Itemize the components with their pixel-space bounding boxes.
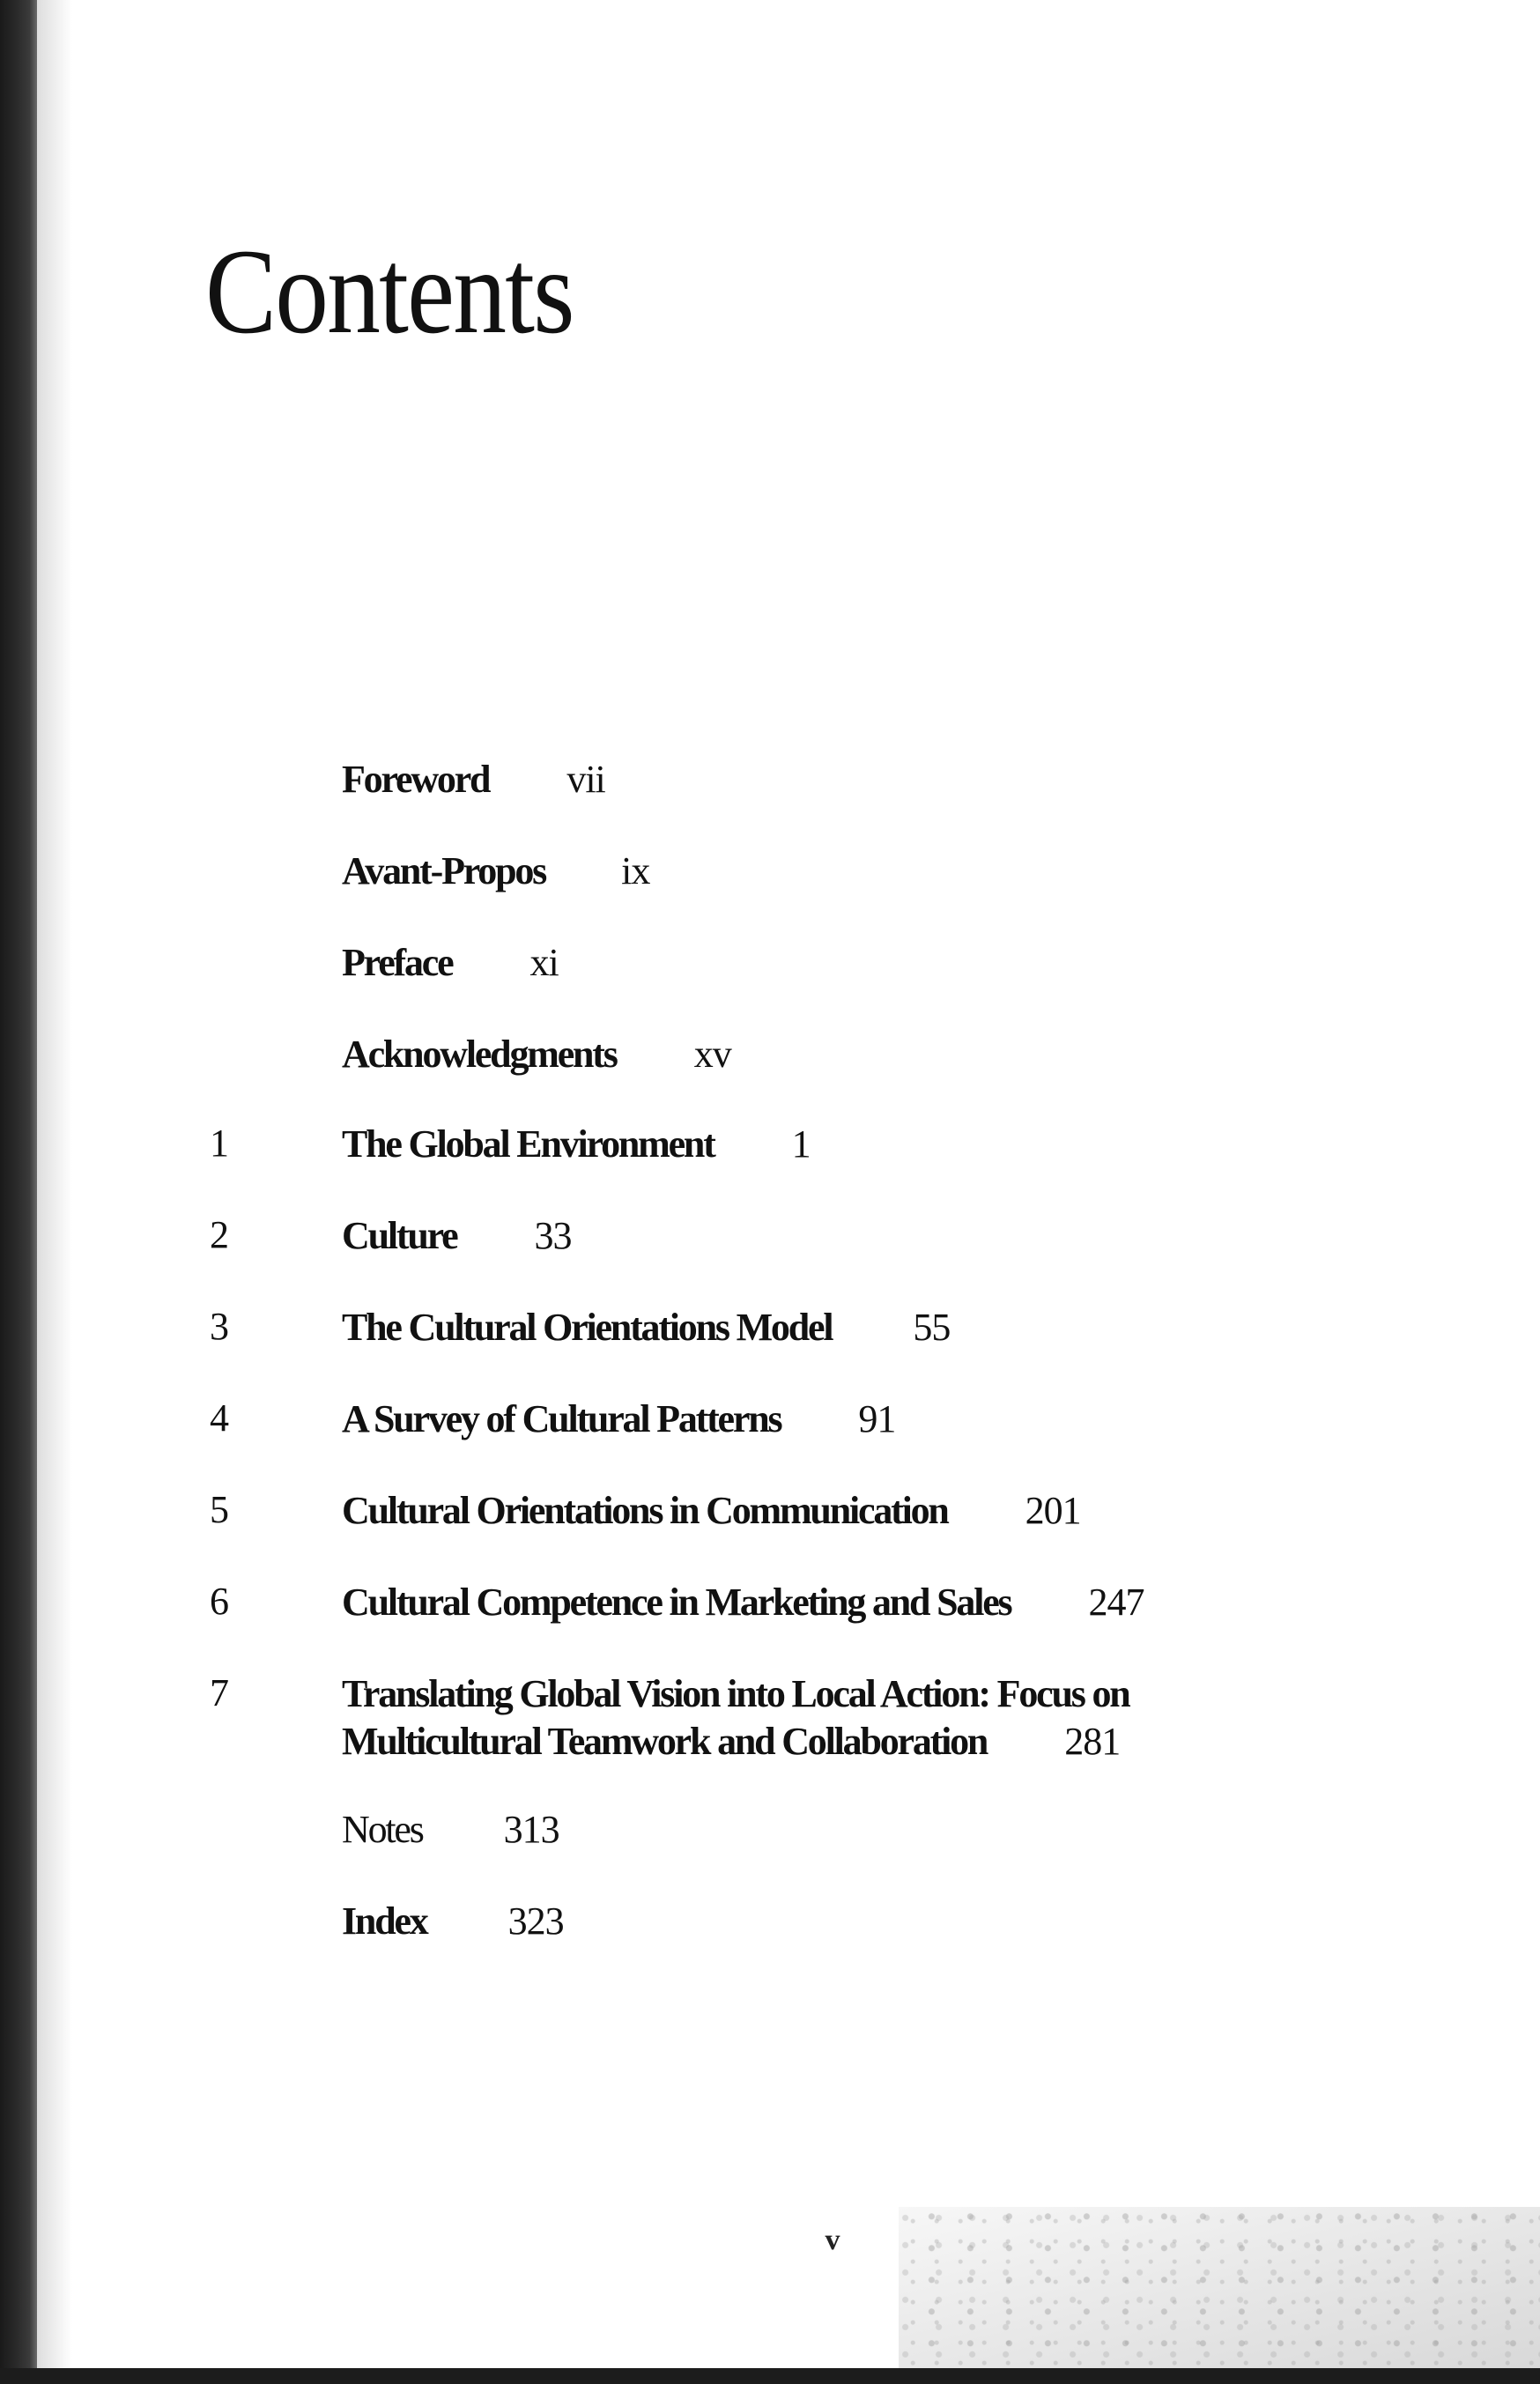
toc-entry-chapter-3 xyxy=(0,1304,1540,1401)
toc-entry-title: A Survey of Cultural Patterns xyxy=(342,1397,781,1440)
toc-entry-chapter-2 xyxy=(0,1212,1540,1309)
toc-entry-number: 4 xyxy=(210,1396,229,1440)
toc-entry-chapter-7 xyxy=(0,1670,1540,1785)
toc-entry-title: Preface xyxy=(342,941,453,984)
toc-entry-chapter-6 xyxy=(0,1579,1540,1676)
toc-entry-title: Avant-Propos xyxy=(342,849,546,892)
toc-entry-index xyxy=(0,1898,1540,1995)
toc-entry-page: 201 xyxy=(1025,1489,1081,1532)
toc-entry-number: 5 xyxy=(210,1488,229,1531)
toc-entry-page: 247 xyxy=(1088,1581,1144,1624)
toc-entry-number: 1 xyxy=(210,1122,229,1165)
page-title: Contents xyxy=(205,224,574,359)
toc-entry-foreword xyxy=(0,756,1540,853)
toc-entry-page: 313 xyxy=(503,1808,559,1851)
toc-entry-number: 3 xyxy=(210,1305,229,1348)
toc-entry-acknowledgments xyxy=(0,1031,1540,1128)
toc-entry-preface xyxy=(0,939,1540,1036)
toc-entry-page: vii xyxy=(566,758,605,801)
page-number: v xyxy=(825,2224,840,2256)
toc-entry-title: The Global Environment xyxy=(342,1122,714,1166)
toc-entry-chapter-4 xyxy=(0,1396,1540,1492)
toc-entry-number: 2 xyxy=(210,1213,229,1256)
toc-entry-title: Index xyxy=(342,1899,427,1943)
toc-entry-page: 1 xyxy=(791,1122,811,1166)
toc-entry-number: 7 xyxy=(210,1671,229,1714)
toc-entry-title-line-2: Multicultural Teamwork and Collaboration xyxy=(342,1720,988,1763)
toc-entry-page: ix xyxy=(621,849,650,892)
toc-entry-chapter-1 xyxy=(0,1121,1540,1218)
toc-entry-title: Acknowledgments xyxy=(342,1033,617,1076)
toc-entry-page: xi xyxy=(529,941,559,984)
toc-entry-title: Culture xyxy=(342,1214,457,1257)
toc-entry-title: Cultural Competence in Marketing and Sales xyxy=(342,1581,1011,1624)
toc-entry-page: 323 xyxy=(507,1899,564,1943)
toc-entry-page: 33 xyxy=(534,1214,572,1257)
toc-entry-page: 281 xyxy=(1064,1720,1121,1763)
toc-entry-title: Notes xyxy=(342,1808,423,1851)
toc-entry-title-line-1: Translating Global Vision into Local Action: Focus on xyxy=(342,1672,1129,1715)
toc-entry-number: 6 xyxy=(210,1580,229,1623)
toc-entry-title: Cultural Orientations in Communication xyxy=(342,1489,948,1532)
toc-entry-chapter-5 xyxy=(0,1487,1540,1584)
toc-entry-page: 91 xyxy=(858,1397,896,1440)
toc-entry-title: The Cultural Orientations Model xyxy=(342,1306,833,1349)
toc-entry-avant-propos xyxy=(0,848,1540,944)
toc-entry-page: 55 xyxy=(913,1306,951,1349)
toc-entry-title: Foreword xyxy=(342,758,490,801)
toc-entry-page: xv xyxy=(693,1033,731,1076)
toc-entry-notes xyxy=(0,1806,1540,1903)
